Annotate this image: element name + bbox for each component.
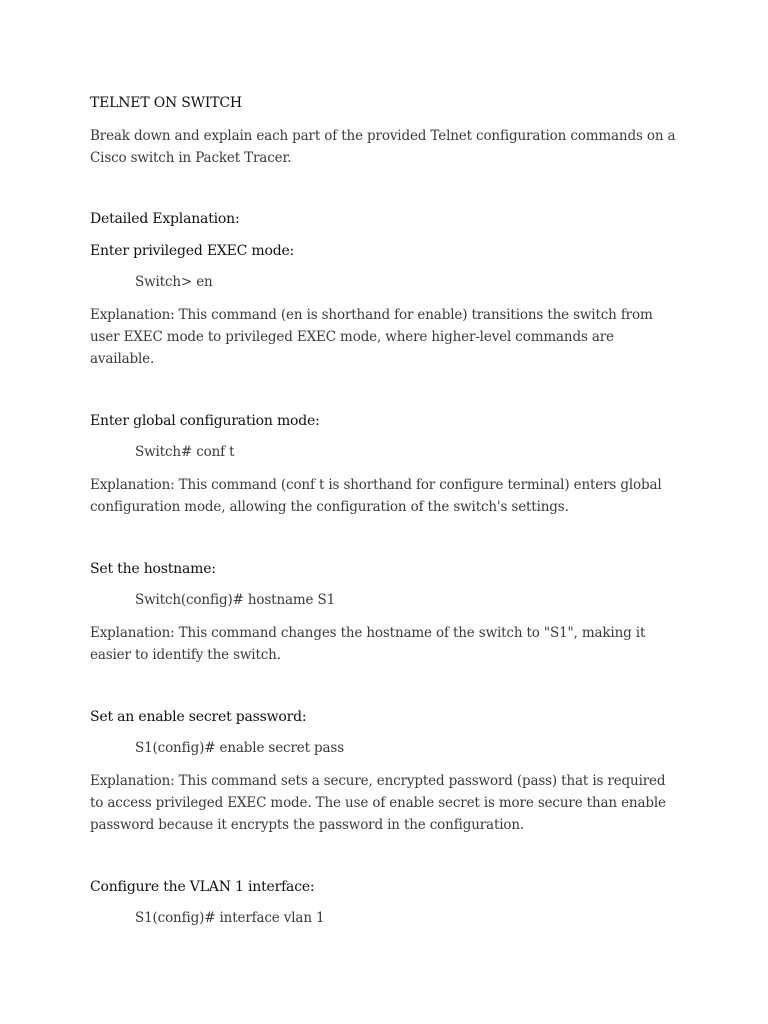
step-enable-secret [90, 708, 680, 836]
step-heading: Enter global configuration mode: [90, 413, 320, 429]
step-explanation: Explanation: This command (conf t is shorthand for configure terminal) enters global configuration mode, allowing the configuration of the switch's settings. [90, 477, 662, 515]
step-command: Switch(config)# hostname S1 [135, 592, 336, 608]
step-command: Switch> en [135, 274, 213, 290]
step-heading: Enter privileged EXEC mode: [90, 243, 295, 259]
step-global-config [90, 412, 680, 518]
step-explanation: Explanation: This command changes the hostname of the switch to "S1", making it easier to identify the switch. [90, 625, 646, 663]
step-explanation: Explanation: This command sets a secure, encrypted password (pass) that is required to access privileged EXEC mode. The use of enable secret is more secure than enable password because it encrypts the password in the configuration. [90, 773, 666, 833]
document-page [90, 94, 680, 940]
step-set-hostname [90, 560, 680, 666]
document-title: TELNET ON SWITCH [90, 95, 242, 111]
step-command: S1(config)# enable secret pass [135, 740, 344, 756]
step-heading: Configure the VLAN 1 interface: [90, 879, 315, 895]
step-command: Switch# conf t [135, 444, 235, 460]
intro-paragraph: Break down and explain each part of the provided Telnet configuration commands on a Cisco switch in Packet Tracer. [90, 128, 676, 166]
step-heading: Set an enable secret password: [90, 709, 307, 725]
step-privileged-exec [90, 242, 680, 370]
step-command: S1(config)# interface vlan 1 [135, 910, 325, 926]
detailed-explanation-label: Detailed Explanation: [90, 211, 240, 227]
step-explanation: Explanation: This command (en is shorthand for enable) transitions the switch from user EXEC mode to privileged EXEC mode, where higher-level commands are available. [90, 307, 653, 367]
step-heading: Set the hostname: [90, 561, 216, 577]
step-vlan-interface [90, 878, 680, 927]
